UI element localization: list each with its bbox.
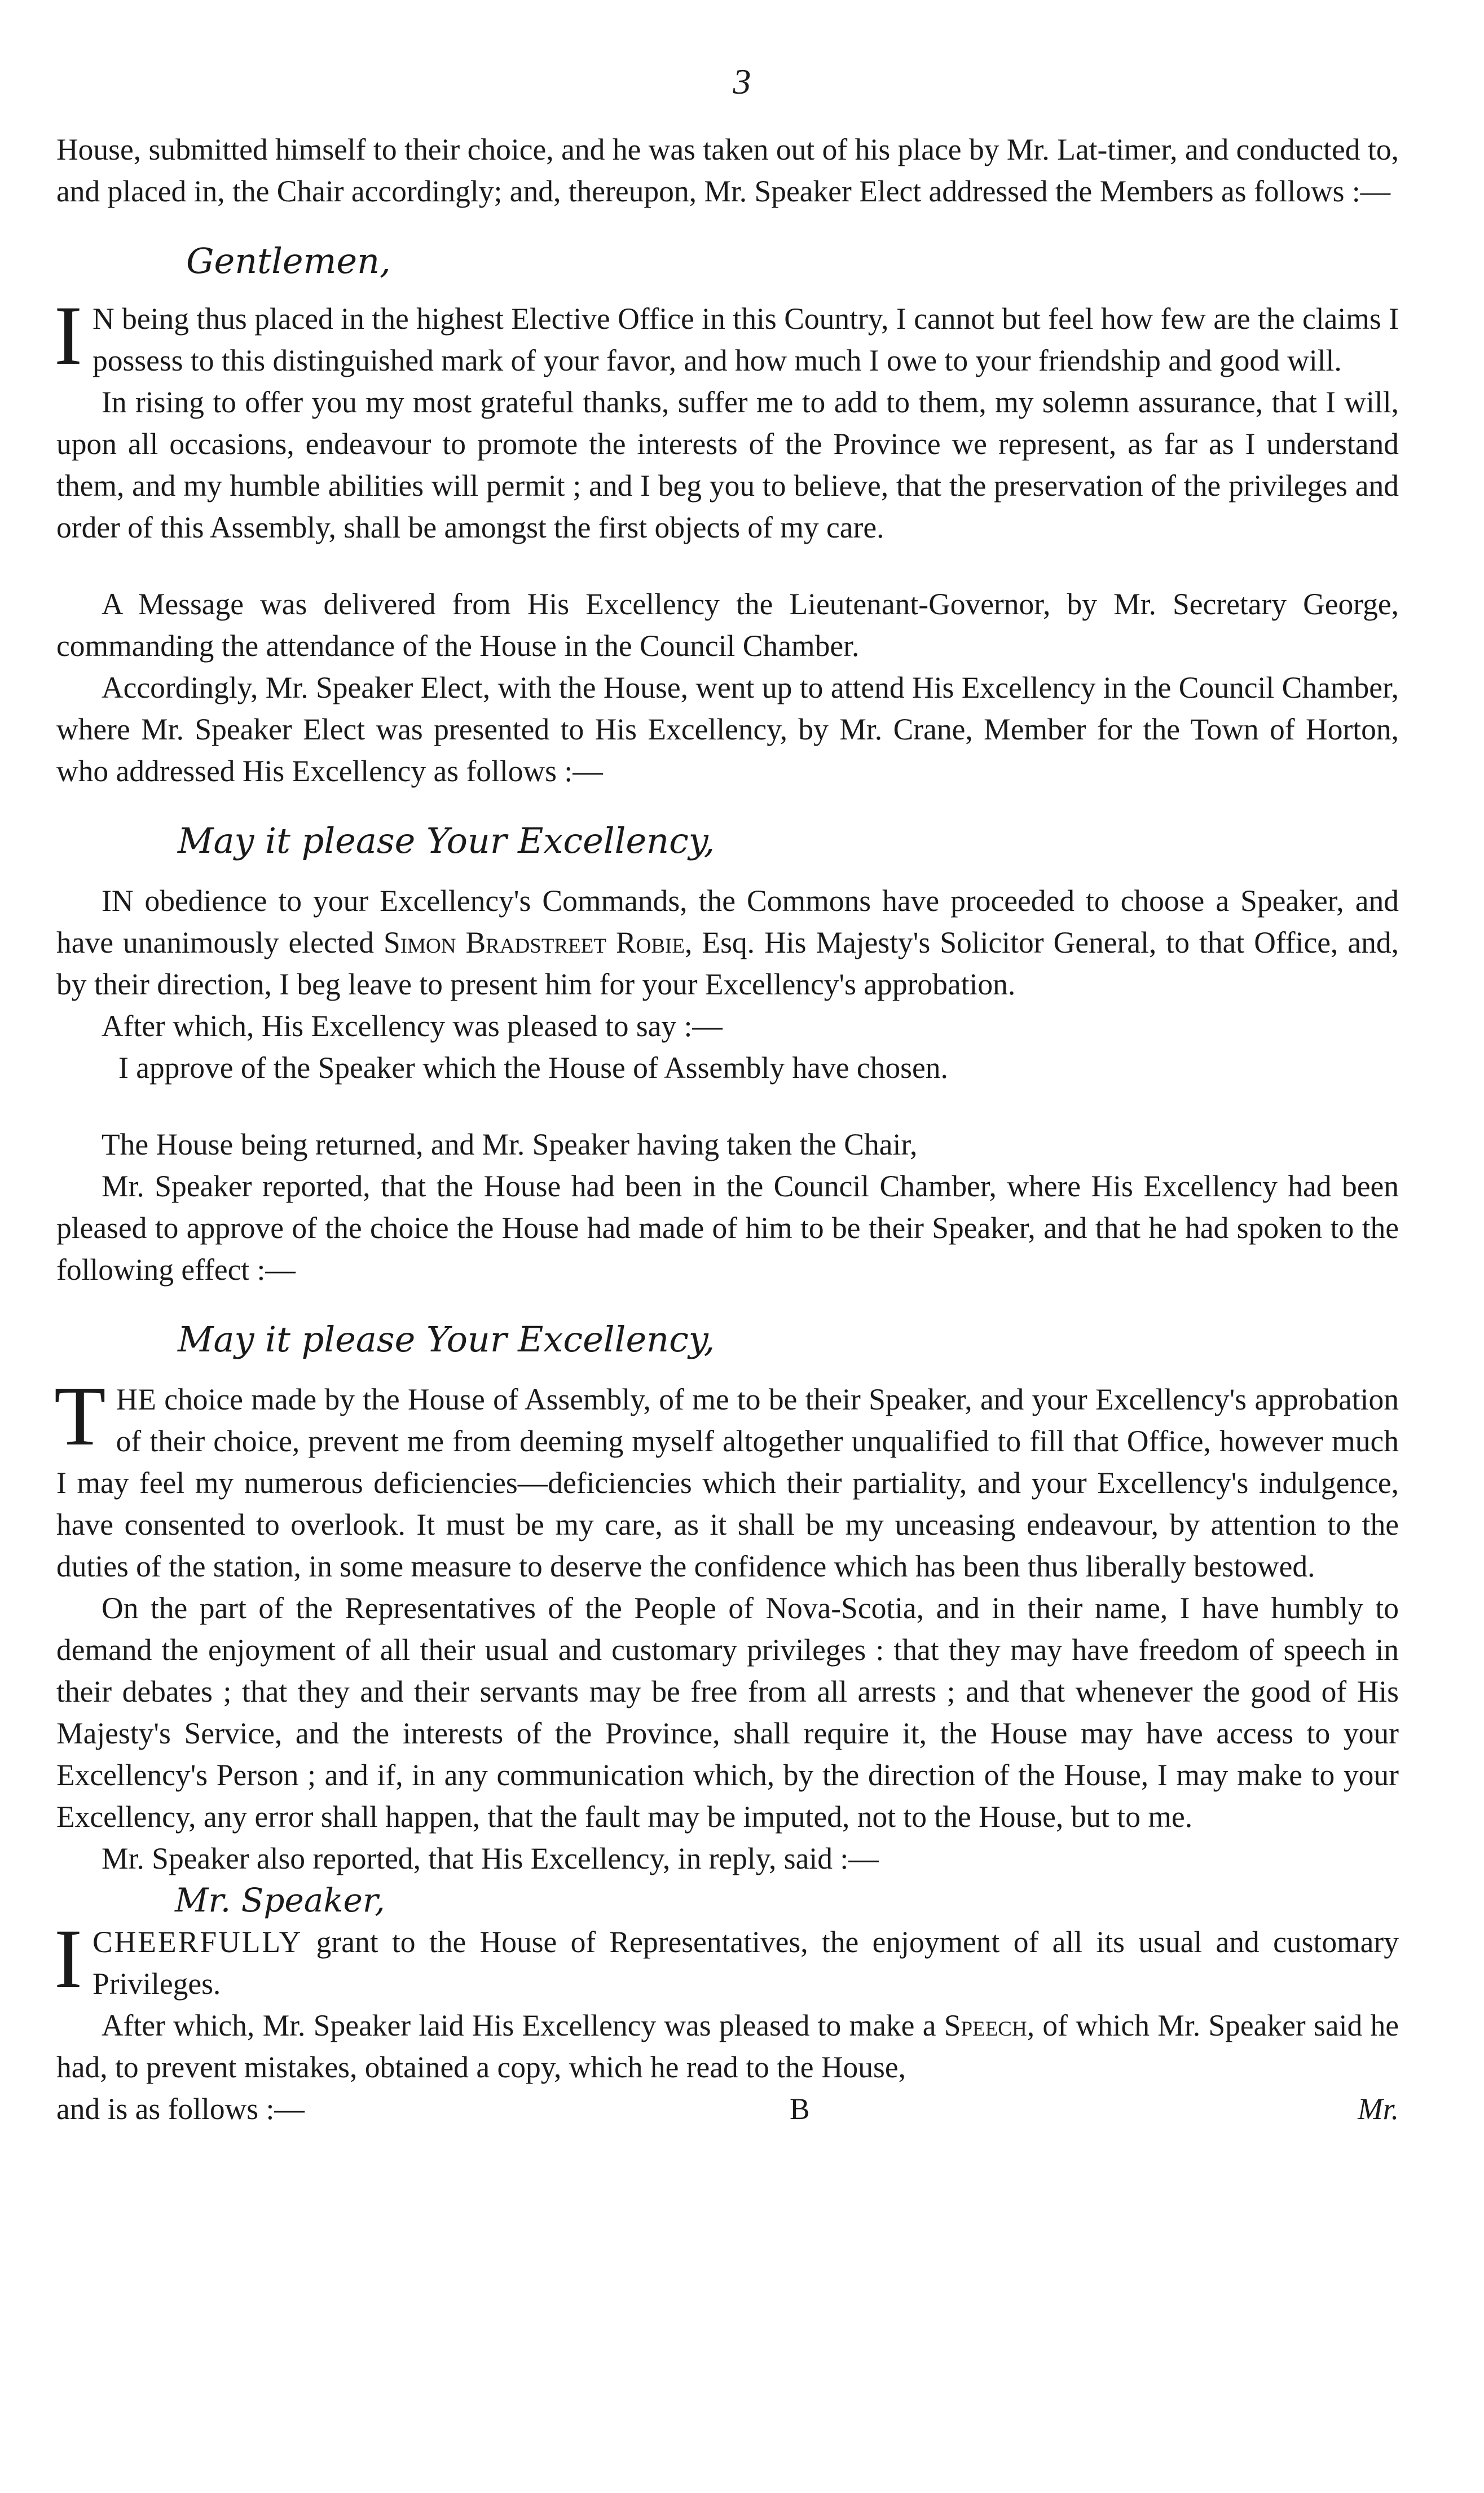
speaker-reported-paragraph: Mr. Speaker reported, that the House had been in the Council Chamber, where His Excellency had been pleased to approve of the choice the House had made of him to be their Speaker, and that he had spoken to the following effect :— xyxy=(56,1169,1399,1287)
salutation-excellency-2: May it please Your Excellency, xyxy=(178,1319,715,1360)
speech1-text: N being thus placed in the highest Elective Office in this Country, I cannot but feel how few are the claims I possess to this distinguished mark of your favor, and how much I owe to your friendship and good will. xyxy=(92,302,1399,377)
page-number: 3 xyxy=(733,61,751,102)
salutation-mr-speaker: Mr. Speaker, xyxy=(175,1881,385,1919)
opening-paragraph: House, submitted himself to their choice, and he was taken out of his place by Mr. Lat-timer, and conducted to, and placed in, the Chair accordingly; and, thereupon, Mr. Speaker Elect addressed the Members as follows :— xyxy=(56,133,1399,208)
drop-cap-initial: I xyxy=(54,289,82,382)
governor-reply-paragraph xyxy=(54,1912,1399,2006)
accordingly-paragraph: Accordingly, Mr. Speaker Elect, with the House, went up to attend His Excellency in the Council Chamber, where Mr. Speaker Elect was presented to His Excellency, by Mr. Crane, Member for the Town of Horton, who addressed His Excellency as follows :— xyxy=(56,671,1399,788)
closing-text-before: After which, Mr. Speaker laid His Excellency was pleased to make a xyxy=(102,2009,944,2042)
drop-cap-initial-t: T xyxy=(54,1369,106,1463)
reply-text: grant to the House of Representatives, the enjoyment of all its usual and customary Privileges. xyxy=(92,1925,1399,2001)
house-returned-line: The House being returned, and Mr. Speaker having taken the Chair, xyxy=(102,1127,918,1161)
page-body xyxy=(56,129,1399,2130)
drop-cap-initial-i: I xyxy=(54,1912,82,2006)
reply-intro-line: Mr. Speaker also reported, that His Excellency, in reply, said :— xyxy=(102,1842,879,1875)
speech-word: Speech xyxy=(944,2009,1027,2042)
crane-address-paragraph xyxy=(56,880,1399,1005)
signature-mark: B xyxy=(790,2092,810,2126)
speaker-acceptance-paragraph-1 xyxy=(54,1369,1399,1587)
crane-text-after: , Esq. His Majesty's Solicitor General, to that Office, and, by their direction, I beg leave to present him for your Excellency's approbation. xyxy=(56,926,1399,1001)
catchword: Mr. xyxy=(1358,2092,1399,2126)
closing-text-after: , of which Mr. Speaker said he had, to prevent mistakes, obtained a copy, which he read to the House, xyxy=(56,2009,1399,2084)
speaker-speech-paragraph-1 xyxy=(54,289,1399,382)
speaker-acceptance-paragraph-2: On the part of the Representatives of the People of Nova-Scotia, and in their name, I have humbly to demand the enjoyment of all their usual and customary privileges : that they may have freedom of speech in their debates ; that they and their servants may be free from all arrests ; and that whenever the good of His Majesty's Service, and the interests of the Province, shall require it, the House may have access to your Excellency's Person ; and if, in any communication which, by the direction of the House, I may make to your Excellency, any error shall happen, that the fault may be imputed, not to the House, but to me. xyxy=(56,1591,1399,1834)
salutation-excellency-1: May it please Your Excellency, xyxy=(178,820,715,861)
crane-text-before: IN obedience to your Excellency's Commands, the Commons have proceeded to choose a Speaker, and have unanimously elected xyxy=(56,884,1399,959)
closing-last-line: and is as follows :— xyxy=(56,2092,305,2126)
salutation-gentlemen: Gentlemen, xyxy=(186,240,391,281)
approval-line: I approve of the Speaker which the House of Assembly have chosen. xyxy=(118,1051,948,1085)
speaker-speech-paragraph-2: In rising to offer you my most grateful thanks, suffer me to add to them, my solemn assurance, that I will, upon all occasions, endeavour to promote the interests of the Province we represent, as far as I understand them, and my humble abilities will permit ; and I beg you to believe, that the preservation of the privileges and order of this Assembly, shall be amongst the first objects of my care. xyxy=(56,385,1399,544)
footer-line xyxy=(56,2088,1399,2130)
speaker-name: Simon Bradstreet Robie xyxy=(384,926,685,959)
speech2-text: HE choice made by the House of Assembly, of me to be their Speaker, and your Excellency's approbation of their choice, prevent me from deeming myself altogether unqualified to fill that Office, however much I may feel my numerous deficiencies—deficiencies which their partiality, and your Excellency's indulgence, have consented to overlook. It must be my care, as it shall be my unceasing endeavour, by attention to the duties of the station, in some measure to deserve the confidence which has been thus liberally bestowed. xyxy=(56,1382,1399,1583)
message-paragraph: A Message was delivered from His Excellency the Lieutenant-Governor, by Mr. Secretary George, commanding the attendance of the House in the Council Chamber. xyxy=(56,587,1399,663)
closing-paragraph xyxy=(56,2005,1399,2088)
after-which-line: After which, His Excellency was pleased to say :— xyxy=(102,1009,723,1043)
reply-caps-word: CHEERFULLY xyxy=(92,1925,303,1959)
